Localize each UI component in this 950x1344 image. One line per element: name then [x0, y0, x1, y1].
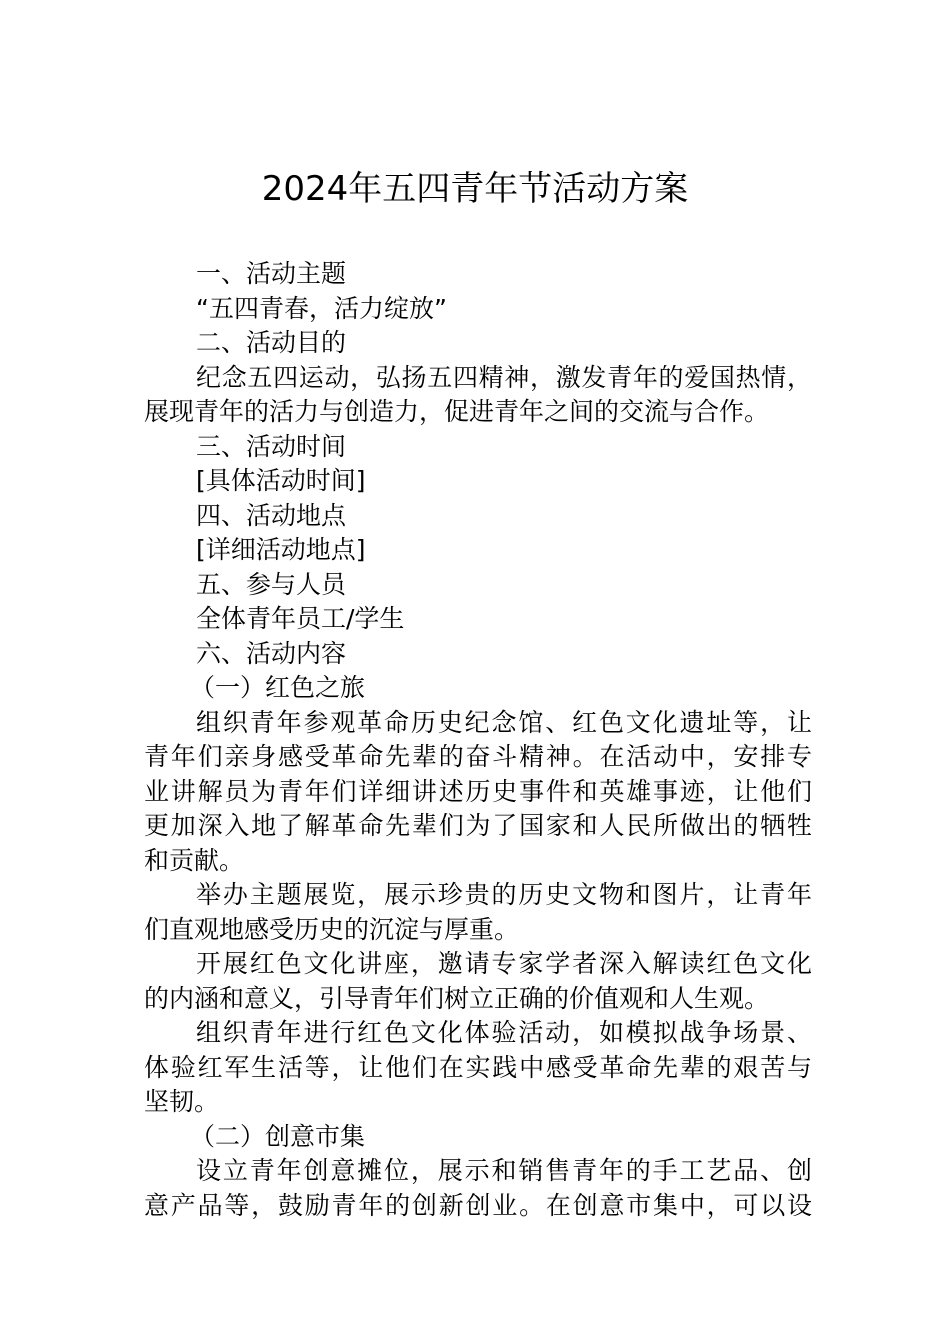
text-line: 青年们亲身感受革命先辈的奋斗精神。在活动中，安排专 [144, 742, 812, 771]
text-line: 开展红色文化讲座，邀请专家学者深入解读红色文化 [196, 949, 812, 978]
text-line: （一）红色之旅 [190, 673, 366, 702]
text-line: 们直观地感受历史的沉淀与厚重。 [144, 914, 520, 944]
text-line: 一、活动主题 [196, 259, 347, 288]
text-line: 和贡献。 [144, 845, 245, 875]
text-line: [具体活动时间] [196, 466, 366, 495]
text-line: 的内涵和意义，引导青年们树立正确的价值观和人生观。 [144, 983, 770, 1013]
text-line: （二）创意市集 [190, 1121, 366, 1151]
text-line: 坚韧。 [144, 1087, 220, 1116]
text-line: 四、活动地点 [196, 500, 347, 530]
text-line: [详细活动地点] [196, 535, 366, 564]
text-line: 组织青年进行红色文化体验活动，如模拟战争场景、 [196, 1018, 812, 1047]
text-line: 六、活动内容 [196, 638, 347, 668]
text-line: 二、活动目的 [196, 328, 347, 357]
text-line: 更加深入地了解革命先辈们为了国家和人民所做出的牺牲 [144, 811, 812, 840]
text-line: “五四青春，活力绽放” [196, 293, 447, 323]
document-title: 2024年五四青年节活动方案 [261, 169, 689, 209]
text-line: 业讲解员为青年们详细讲述历史事件和英雄事迹，让他们 [144, 776, 812, 806]
text-line: 意产品等，鼓励青年的创新创业。在创意市集中，可以设 [144, 1190, 812, 1220]
text-line: 五、参与人员 [196, 569, 347, 599]
text-line: 全体青年员工/学生 [196, 604, 405, 633]
text-line: 三、活动时间 [196, 431, 347, 461]
text-line: 设立青年创意摊位，展示和销售青年的手工艺品、创 [196, 1156, 812, 1185]
text-line: 展现青年的活力与创造力，促进青年之间的交流与合作。 [144, 397, 770, 426]
text-line: 体验红军生活等，让他们在实践中感受革命先辈的艰苦与 [144, 1052, 812, 1082]
text-line: 举办主题展览，展示珍贵的历史文物和图片，让青年 [196, 880, 812, 909]
text-line: 纪念五四运动，弘扬五四精神，激发青年的爱国热情， [196, 362, 812, 392]
document-body [144, 257, 812, 1223]
text-line: 组织青年参观革命历史纪念馆、红色文化遗址等，让 [196, 707, 812, 737]
